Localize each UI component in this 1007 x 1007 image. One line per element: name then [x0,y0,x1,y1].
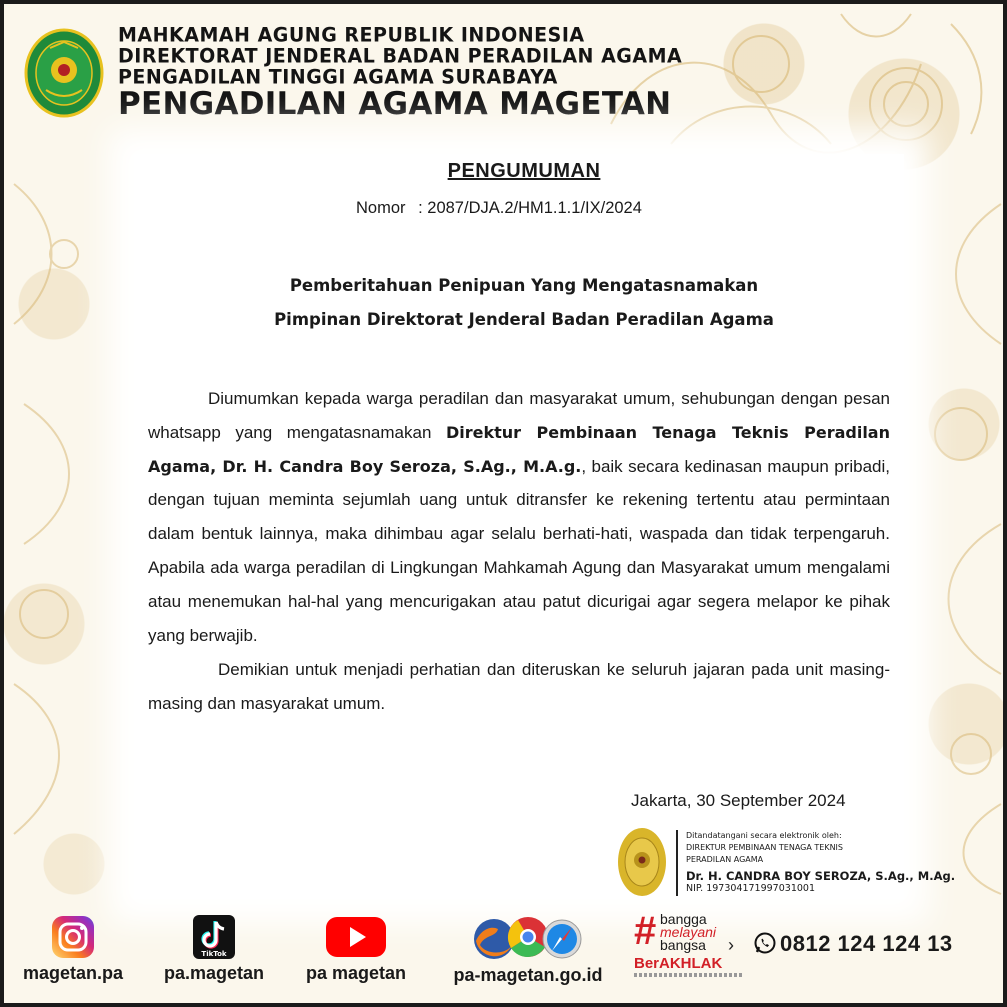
header [18,22,718,132]
document-title: PENGUMUMAN [447,160,601,182]
ornament-left [4,144,124,904]
berakhlak-hash: # [634,909,657,953]
ornament-right [891,144,1007,904]
nomor-label: Nomor [356,199,406,217]
youtube-icon [325,915,387,959]
place-date: Jakarta, 30 September 2024 [631,791,846,810]
signature-emblem-icon [616,826,668,898]
header-line-2: DIREKTORAT JENDERAL BADAN PERADILAN AGAMA [118,44,683,68]
paragraph-1-bold: Direktur Pembinaan Tenaga Teknis Peradilan Agama, Dr. H. Candra Boy Seroza, S.Ag., M.A.g. [148,422,890,476]
nomor-value: : 2087/DJA.2/HM1.1.1/IX/2024 [418,199,642,217]
signature-position-1: DIREKTUR PEMBINAAN TENAGA TEKNIS [686,843,843,852]
signature-note: Ditandatangani secara elektronik oleh: [686,831,842,840]
berakhlak-brand: BerAKHLAK [634,955,723,972]
tiktok-icon [193,915,235,959]
berakhlak-logo [630,909,745,983]
instagram-link[interactable] [14,915,132,984]
signature-position-2: PERADILAN AGAMA [686,855,764,864]
youtube-label: pa magetan [305,963,407,983]
berakhlak-word-2: melayani [660,924,717,940]
instagram-icon [51,915,95,959]
paragraph-1-rest: , baik secara kedinasan maupun pribadi, dengan tujuan meminta sejumlah uang untuk ditransfer ke rekening tertentu atau permintaan dalam bentuk lainnya, maka dihimbau agar selalu berhati-hati, waspada dan tidak terpengaruh. Apabila ada warga peradilan di Lingkungan Mahkamah Agung dan Masyarakat umum mengalami atau menemukan hal-hal yang mencurigakan atau patut dicurigai agar segera melapor ke pihak yang berwajib. [148,456,891,645]
browser-icons [472,915,584,961]
subject-line-1: Pemberitahuan Penipuan Yang Mengatasnamakan [289,276,759,295]
signature-text [686,830,955,895]
header-line-1: MAHKAMAH AGUNG REPUBLIK INDONESIA [118,23,585,47]
paragraph-1-intro: Diumumkan kepada warga peradilan dan masyarakat umum, sehubungan dengan pesan whatsapp yang mengatasnamakan [148,389,890,442]
subject-line-2: Pimpinan Direktorat Jenderal Badan Peradilan Agama [274,310,774,329]
chevron-right-icon: › [728,935,734,955]
youtube-link[interactable] [296,915,416,984]
whatsapp-icon [754,932,776,954]
website-link[interactable] [439,915,617,986]
header-line-4: PENGADILAN AGAMA MAGETAN [118,86,672,122]
berakhlak-tagline-bar [634,973,742,977]
electronic-signature [616,826,956,906]
document-number [356,199,642,218]
footer [4,909,1007,1007]
phone-number: 0812 124 124 13 [780,931,953,956]
signature-name: Dr. H. CANDRA BOY SEROZA, S.Ag., M.Ag. [686,869,956,883]
tiktok-icon-text: TikTok [201,950,227,958]
signature-divider [676,830,678,896]
tiktok-link[interactable] [154,915,274,984]
tiktok-label: pa.magetan [163,963,265,983]
header-line-3: PENGADILAN TINGGI AGAMA SURABAYA [118,65,558,89]
announcement-paper [134,154,956,899]
document-body [148,382,890,721]
phone-contact[interactable] [754,931,953,957]
paragraph-2: Demikian untuk menjadi perhatian dan diteruskan ke seluruh jajaran pada unit masing-masing dan masyarakat umum. [148,660,890,714]
document-subject [134,269,914,337]
mahkamah-agung-emblem-icon [24,28,104,118]
website-label: pa-magetan.go.id [453,965,603,985]
signature-nip: NIP. 197304171997031001 [686,883,815,894]
berakhlak-word-3: bangsa [660,937,706,953]
instagram-label: magetan.pa [22,963,124,983]
berakhlak-word-1: bangga [660,911,707,927]
paragraph-1 [148,382,890,652]
